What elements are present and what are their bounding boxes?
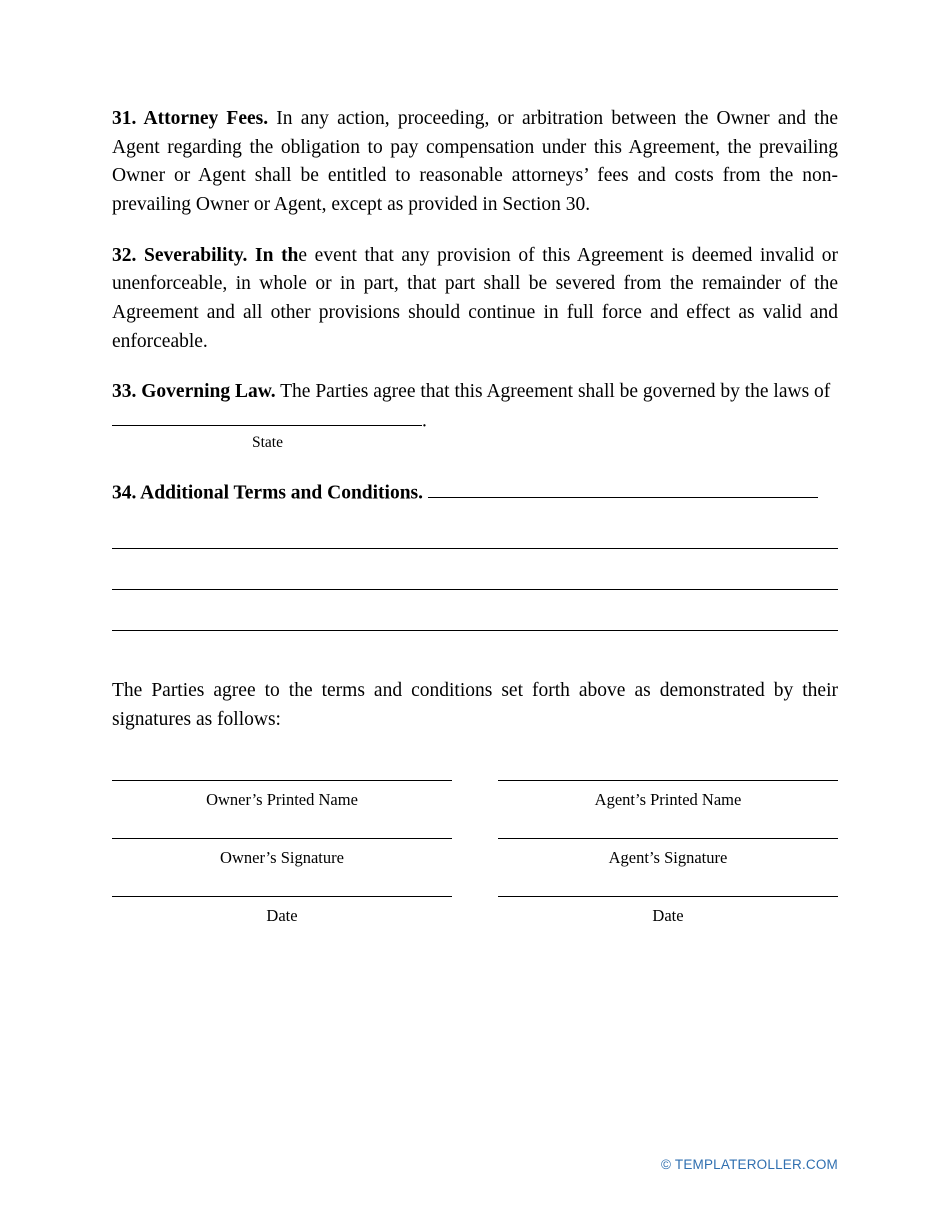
owner-date-caption: Date: [266, 905, 298, 925]
clause-severability: [112, 242, 838, 357]
additional-terms-field-3[interactable]: [112, 589, 838, 590]
clause-attorney-fees: [112, 105, 838, 220]
owner-printed-name-field[interactable]: [112, 780, 452, 781]
clause-governing-law-body: The Parties agree that this Agreement shall be governed by the laws of: [275, 381, 831, 403]
agent-printed-name-field[interactable]: [498, 780, 838, 781]
additional-terms-field-4[interactable]: [112, 630, 838, 631]
governing-law-state-field[interactable]: [112, 407, 422, 427]
agent-date-caption: Date: [652, 905, 684, 925]
agent-date-field[interactable]: [498, 896, 838, 897]
clause-additional-terms-heading: 34. Additional Terms and Conditions.: [112, 482, 424, 504]
clause-attorney-fees-body: In any action, proceeding, or arbitration between the Owner and the Agent regarding the obligation to pay compensation under this Agreement, the prevailing Owner or Agent shall be entitled to reasonable attorneys’ fees and costs from the non-prevailing Owner or Agent, except as provided in Section 30.: [112, 108, 838, 215]
owner-printed-name-cell: [112, 780, 452, 810]
owner-signature-cell: [112, 838, 452, 868]
owner-date-cell: [112, 896, 452, 926]
governing-law-state-caption: State: [252, 434, 283, 452]
clause-governing-law-body-end: .: [422, 410, 427, 432]
clause-attorney-fees-heading: 31. Attorney Fees.: [112, 108, 269, 129]
clause-additional-terms: [112, 479, 838, 508]
agent-date-cell: [498, 896, 838, 926]
agent-signature-cell: [498, 838, 838, 868]
clause-governing-law: [112, 378, 838, 436]
owner-printed-name-caption: Owner’s Printed Name: [206, 790, 358, 810]
additional-terms-field-2[interactable]: [112, 548, 838, 549]
footer-watermark: © TEMPLATEROLLER.COM: [661, 1157, 838, 1172]
owner-signature-field[interactable]: [112, 838, 452, 839]
signature-row-printed-name: [112, 780, 838, 810]
agent-printed-name-cell: [498, 780, 838, 810]
clause-governing-law-heading: 33. Governing Law.: [112, 381, 276, 403]
signature-row-date: [112, 896, 838, 926]
signature-row-signature: [112, 838, 838, 868]
owner-date-field[interactable]: [112, 896, 452, 897]
additional-terms-field-1[interactable]: [428, 479, 818, 499]
clause-severability-heading: 32. Severability. In th: [112, 244, 299, 266]
owner-signature-caption: Owner’s Signature: [220, 847, 344, 867]
signature-block: [112, 780, 838, 925]
clause-severability-body: e event that any provision of this Agreement is deemed invalid or unenforceable, in whole or in part, that part shall be severed from the remainder of the Agreement and all other provisions should continue in full force and effect as valid and enforceable.: [112, 244, 838, 352]
agent-printed-name-caption: Agent’s Printed Name: [594, 790, 742, 810]
agent-signature-caption: Agent’s Signature: [608, 847, 728, 867]
parties-agreement-paragraph: The Parties agree to the terms and conditions set forth above as demonstrated by their signatures as follows:: [112, 679, 838, 730]
agent-signature-field[interactable]: [498, 838, 838, 839]
